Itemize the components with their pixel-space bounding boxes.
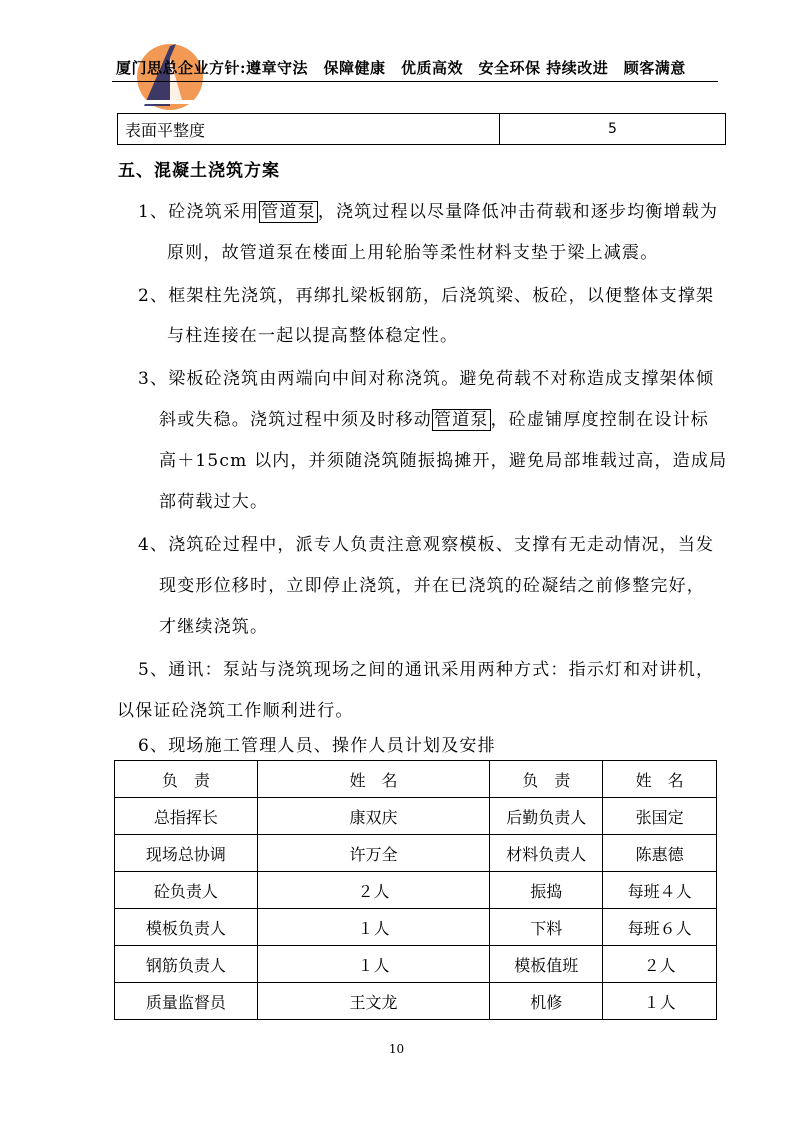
table-cell: １人 (257, 946, 490, 983)
table-row (115, 798, 717, 835)
table-cell: 模板值班 (490, 946, 603, 983)
table-cell: 后勤负责人 (490, 798, 603, 835)
table-row (115, 835, 717, 872)
table-cell: 砼负责人 (115, 872, 258, 909)
spec-value: 5 (500, 114, 726, 145)
table-row (115, 909, 717, 946)
table-cell: 许万全 (257, 835, 490, 872)
text-run: ，浇筑过程以尽量降低冲击荷载和逐步均衡增载为 (317, 202, 719, 222)
paragraph-4-line-2: 现变形位移时，立即停止浇筑，并在已浇筑的砼凝结之前修整完好， (159, 576, 705, 596)
table-cell: 振捣 (490, 872, 603, 909)
paragraph-4-line-3: 才继续浇筑。 (159, 617, 269, 637)
column-header: 负 责 (490, 761, 603, 798)
table-row (115, 946, 717, 983)
table-cell: 机修 (490, 983, 603, 1020)
column-header: 姓 名 (257, 761, 490, 798)
table-header-row (115, 761, 717, 798)
table-cell: 下料 (490, 909, 603, 946)
spec-table (117, 113, 726, 145)
section-title: 五、混凝土浇筑方案 (118, 161, 280, 181)
table-cell: 现场总协调 (115, 835, 258, 872)
paragraph-3-line-1: 3、梁板砼浇筑由两端向中间对称浇筑。避免荷载不对称造成支撑架体倾 (138, 369, 715, 389)
table-cell: 张国定 (603, 798, 717, 835)
table-cell: ２人 (603, 946, 717, 983)
paragraph-3-line-2 (159, 405, 709, 430)
paragraph-5-line-2: 以保证砼浇筑工作顺利进行。 (117, 701, 354, 721)
page-header-text: 厦门思总企业方针:遵章守法 保障健康 优质高效 安全环保 持续改进 顾客满意 (116, 59, 686, 77)
table-row (115, 983, 717, 1020)
paragraph-4-line-1: 4、浇筑砼过程中，派专人负责注意观察模板、支撑有无走动情况，当发 (138, 535, 715, 555)
header-divider (112, 81, 718, 82)
paragraph-2-line-1: 2、框架柱先浇筑，再绑扎梁板钢筋，后浇筑梁、板砼，以便整体支撑架 (138, 286, 715, 306)
table-cell: １人 (257, 909, 490, 946)
table-cell: 王文龙 (257, 983, 490, 1020)
paragraph-6-line-1: 6、现场施工管理人员、操作人员计划及安排 (138, 736, 496, 756)
table-cell: １人 (603, 983, 717, 1020)
spec-label: 表面平整度 (118, 114, 500, 145)
table-row (118, 114, 726, 145)
text-run: 斜或失稳。浇筑过程中须及时移动 (159, 410, 432, 430)
table-cell: 每班６人 (603, 909, 717, 946)
table-cell: 康双庆 (257, 798, 490, 835)
text-run: 1、砼浇筑采用 (138, 202, 260, 222)
table-cell: ２人 (257, 872, 490, 909)
table-row (115, 872, 717, 909)
logo-base-stripe (138, 100, 200, 104)
boxed-term: 管道泵 (434, 410, 489, 430)
table-cell: 材料负责人 (490, 835, 603, 872)
staff-table (114, 760, 717, 1020)
table-cell: 质量监督员 (115, 983, 258, 1020)
paragraph-2-line-2: 与柱连接在一起以提高整体稳定性。 (167, 326, 459, 346)
paragraph-5-line-1: 5、通讯：泵站与浇筑现场之间的通讯采用两种方式：指示灯和对讲机， (138, 660, 715, 680)
column-header: 姓 名 (603, 761, 717, 798)
table-cell: 模板负责人 (115, 909, 258, 946)
paragraph-1-line-1 (138, 197, 718, 222)
paragraph-1-line-2: 原则，故管道泵在楼面上用轮胎等柔性材料支垫于梁上减震。 (167, 243, 659, 263)
table-cell: 钢筋负责人 (115, 946, 258, 983)
paragraph-3-line-3: 高＋15cm 以内，并须随浇筑随振捣摊开，避免局部堆载过高，造成局 (159, 451, 728, 471)
table-cell: 每班４人 (603, 872, 717, 909)
table-cell: 陈惠德 (603, 835, 717, 872)
paragraph-3-line-4: 部荷载过大。 (159, 492, 269, 512)
text-run: ，砼虚铺厚度控制在设计标 (490, 410, 710, 430)
table-cell: 总指挥长 (115, 798, 258, 835)
column-header: 负 责 (115, 761, 258, 798)
boxed-term: 管道泵 (261, 202, 316, 222)
page-number: 10 (388, 1042, 405, 1056)
